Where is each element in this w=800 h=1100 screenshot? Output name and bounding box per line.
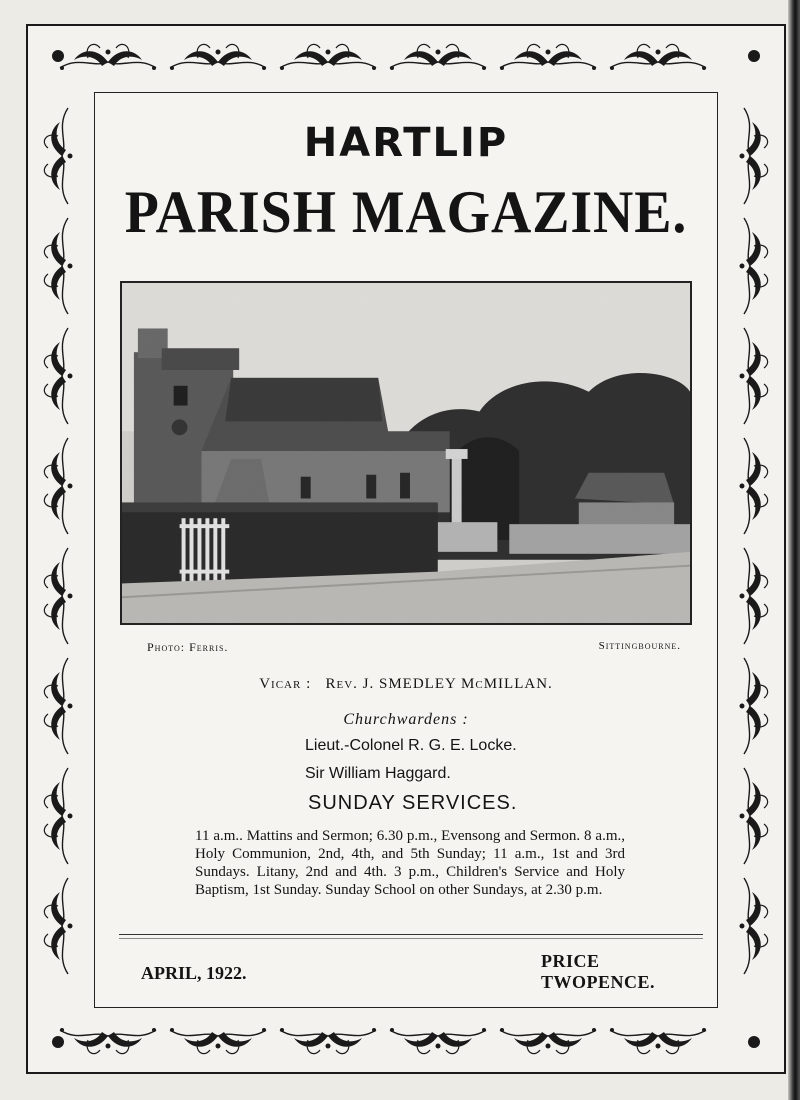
services-heading: SUNDAY SERVICES. <box>308 792 518 814</box>
issue-price: PRICE TWOPENCE. <box>541 951 656 992</box>
services-text: 11 a.m.. Mattins and Sermon; 6.30 p.m., Evensong and Sermon. 8 a.m., Holy Communion, 2nd, 4th, and 5th Sunday; 11 a.m., 1st and 3rd Sundays. Litany, 2nd and 4th. 3 p.m., Children's Service and Holy Baptism, 1st Sunday. Sunday School on other Sundays, at 2.30 p.m. <box>195 828 625 898</box>
vicar-line: Vicar : Rev. J. SMEDLEY McMILLAN. <box>259 676 553 692</box>
masthead-title: PARISH MAGAZINE. <box>124 179 688 245</box>
churchwardens-heading: Churchwardens : <box>343 711 469 728</box>
churchwarden-1: Lieut.-Colonel R. G. E. Locke. <box>305 737 517 754</box>
divider-rule <box>119 934 703 935</box>
photo-credit-location: Sittingbourne. <box>598 640 681 652</box>
binding-spine <box>788 0 800 1100</box>
masthead-parish-name: HARTLIP <box>303 120 509 166</box>
churchwarden-2: Sir William Haggard. <box>305 765 451 782</box>
photo-credit-photographer: Photo: Ferris. <box>147 640 229 654</box>
magazine-cover <box>26 24 786 1074</box>
content-panel <box>94 92 718 1008</box>
church-photo <box>120 281 692 625</box>
church-photo-icon <box>122 283 690 623</box>
divider-rule-thin <box>119 938 703 939</box>
issue-date: APRIL, 1922. <box>141 963 247 983</box>
